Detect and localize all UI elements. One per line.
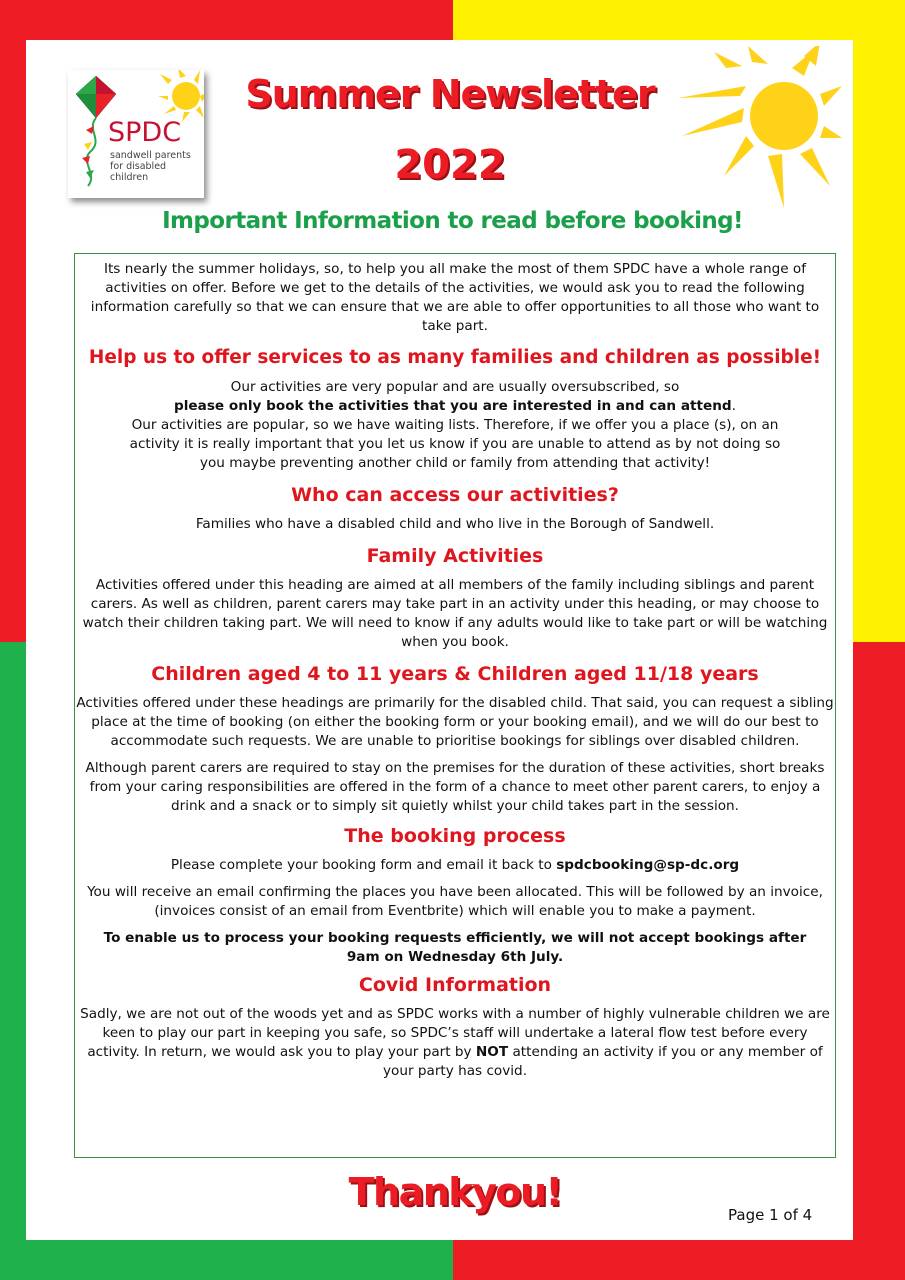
- thankyou-heading: Thankyou!: [348, 1170, 562, 1214]
- covid-text: Sadly, we are not out of the woods yet and as SPDC works with a number of highly vulnerable children we are keen to play our part in keeping you safe, so SPDC’s staff will undertake a lateral flow test before every activity. In return, we would ask you to play your part by NOT attending an activity if you or any member of your party has covid.: [80, 1006, 830, 1079]
- page-number: Page 1 of 4: [728, 1206, 813, 1224]
- intro-paragraph: Its nearly the summer holidays, so, to help you all make the most of them SPDC have a whole range of activities on offer. Before we get to the details of the activities, we would ask you to read the following information carefully so that we can ensure that we are able to offer opportunities to all those who want to take part.: [90, 261, 820, 334]
- booking-email: spdcbooking@sp-dc.org: [556, 857, 740, 873]
- sun-icon: [158, 70, 204, 122]
- section-heading-family: Family Activities: [366, 545, 544, 567]
- section-heading-who: Who can access our activities?: [291, 484, 619, 506]
- section-heading-booking: The booking process: [344, 825, 566, 847]
- section-heading-help: Help us to offer services to as many families and children as possible!: [88, 347, 822, 368]
- children-text-2: Although parent carers are required to stay on the premises for the duration of these activities, short breaks from your caring responsibilities are offered in the form of a chance to meet other parent carers, to enjoy a drink and a snack or to simply sit quietly whilst your child takes part in the session.: [85, 760, 825, 814]
- help-line-2: please only book the activities that you are interested in and can attend.: [174, 398, 736, 414]
- booking-text-1: Please complete your booking form and email it back to spdcbooking@sp-dc.org: [170, 857, 740, 873]
- help-line-1: Our activities are very popular and are usually oversubscribed, so: [230, 379, 680, 395]
- help-emphasis: please only book the activities that you are interested in and can attend: [174, 398, 732, 414]
- spdc-logo: [68, 70, 204, 198]
- family-text: Activities offered under this heading are aimed at all members of the family including siblings and parent carers. As well as children, parent carers may take part in an activity under this heading, or may choose to watch their children taking part. We will need to know if any adults would like to take part or will be watching when you book.: [82, 577, 828, 650]
- logo-wordmark: SPDC: [108, 117, 182, 148]
- section-heading-covid: Covid Information: [358, 974, 552, 996]
- children-text-1: Activities offered under these headings are primarily for the disabled child. That said, you can request a sibling place at the time of booking (on either the booking form or your booking email), and we will do our best to accommodate such requests. We are unable to prioritise bookings for siblings over disabled children.: [76, 695, 834, 749]
- newsletter-body: [76, 256, 834, 1081]
- who-text: Families who have a disabled child and who live in the Borough of Sandwell.: [195, 516, 715, 532]
- section-heading-children: Children aged 4 to 11 years & Children aged 11/18 years: [151, 663, 759, 685]
- page-title-year: 2022: [394, 142, 506, 188]
- page-title: Summer Newsletter: [245, 72, 655, 116]
- booking-text-2: You will receive an email confirming the places you have been allocated. This will be followed by an invoice, (invoices consist of an email from Eventbrite) which will enable you to make a payment.: [87, 884, 823, 919]
- sun-icon: [664, 46, 844, 216]
- booking-deadline: To enable us to process your booking requests efficiently, we will not accept bookings after 9am on Wednesday 6th July.: [103, 930, 807, 965]
- important-heading: Important Information to read before booking!: [162, 208, 743, 234]
- logo-tagline: sandwell parents for disabled children: [110, 150, 191, 183]
- help-line-3: Our activities are popular, so we have waiting lists. Therefore, if we offer you a place (s), on an activity it is really important that you let us know if you are unable to attend as by not doing so you maybe preventing another child or family from attending that activity!: [129, 417, 781, 471]
